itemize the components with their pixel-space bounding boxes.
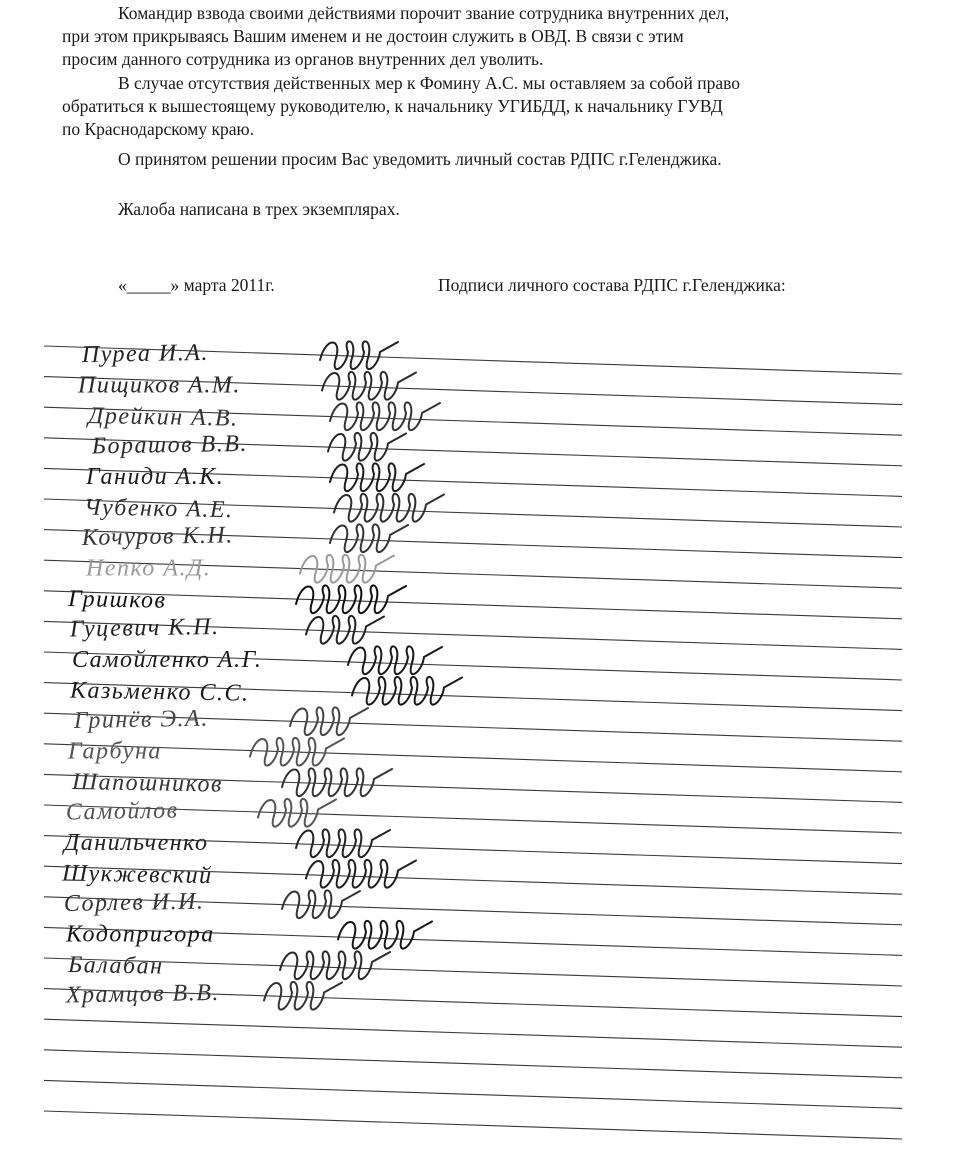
paragraph-line: обратиться к вышестоящему руководителю, к начальнику УГИБДД, к начальнику ГУВД (62, 96, 723, 116)
signature-scribble (320, 341, 398, 369)
signature-scribble (322, 372, 416, 400)
signature-scribble (330, 524, 408, 552)
handwritten-name: Чубенко А.Е. (83, 494, 234, 524)
handwritten-name: Самойленко А.Г. (72, 647, 263, 673)
signature-scribble (334, 494, 444, 522)
signature-scribble (282, 890, 360, 918)
date-line: «_____» марта 2011г. (118, 275, 275, 295)
signature-scribble (296, 585, 406, 613)
paragraph-line: при этом прикрываясь Вашим именем и не достоин служить в ОВД. В связи с этим (62, 26, 684, 46)
paragraph-notification: О принятом решении просим Вас уведомить личный состав РДПС г.Геленджика. (118, 149, 722, 169)
signature-scribble (306, 616, 384, 644)
handwritten-name: Борашов В.В. (91, 430, 249, 460)
handwritten-name: Кочуров К.Н. (81, 522, 234, 551)
signature-scribble (264, 982, 342, 1010)
paragraph-line: по Краснодарскому краю. (62, 119, 254, 139)
signature-scribble (290, 707, 368, 735)
handwritten-name: Гринёв Э.А. (73, 705, 209, 734)
signature-scribble (282, 768, 392, 796)
paragraph-line: В случае отсутствия действенных мер к Фомину А.С. мы оставляем за собой право (118, 73, 741, 93)
handwritten-name: Пуреа И.А. (81, 339, 210, 368)
handwritten-name: Самойлов (65, 797, 179, 826)
paragraph-line: просим данного сотрудника из органов внутренних дел уволить. (62, 49, 544, 69)
handwritten-name: Кодопригора (66, 921, 215, 948)
handwritten-name: Балабан (67, 952, 164, 980)
handwritten-name: Гарбуна (68, 738, 162, 765)
handwritten-name: Гришков (67, 586, 167, 614)
signature-scribble (306, 860, 416, 888)
handwritten-name: Храмцов В.В. (65, 979, 221, 1009)
signature-scribble (338, 921, 432, 949)
signature-scribble (296, 829, 390, 857)
handwritten-name: Сорлев И.И. (63, 888, 205, 917)
signature-scribble (330, 402, 440, 430)
signatures-caption: Подписи личного состава РДПС г.Геленджика: (438, 275, 786, 295)
signature-scribble (330, 463, 424, 491)
signature-scribble (300, 555, 394, 583)
signature-scribble (328, 433, 406, 461)
copies-note: Жалоба написана в трех экземплярах. (118, 199, 400, 219)
signature-scribble (250, 738, 344, 766)
signature-scribble (280, 951, 390, 979)
handwritten-name: Данильченко (64, 830, 209, 856)
handwritten-name: Непко А.Д. (86, 555, 212, 582)
handwritten-name: Шукжевский (61, 860, 213, 890)
handwritten-name: Пищиков А.М. (78, 372, 241, 399)
paragraph-line: Командир взвода своими действиями порочит звание сотрудника внутренних дел, (118, 3, 730, 23)
signature-scribble (352, 677, 462, 705)
signature-scribble (258, 799, 336, 827)
handwritten-name: Гуцевич К.П. (69, 613, 220, 643)
handwritten-name: Дрейкин А.В. (87, 403, 239, 432)
signature-scribble (348, 646, 442, 674)
handwritten-name: Ганиди А.К. (86, 464, 225, 490)
handwritten-name: Шапошников (71, 769, 224, 798)
handwritten-name: Казьменко С.С. (69, 677, 250, 707)
